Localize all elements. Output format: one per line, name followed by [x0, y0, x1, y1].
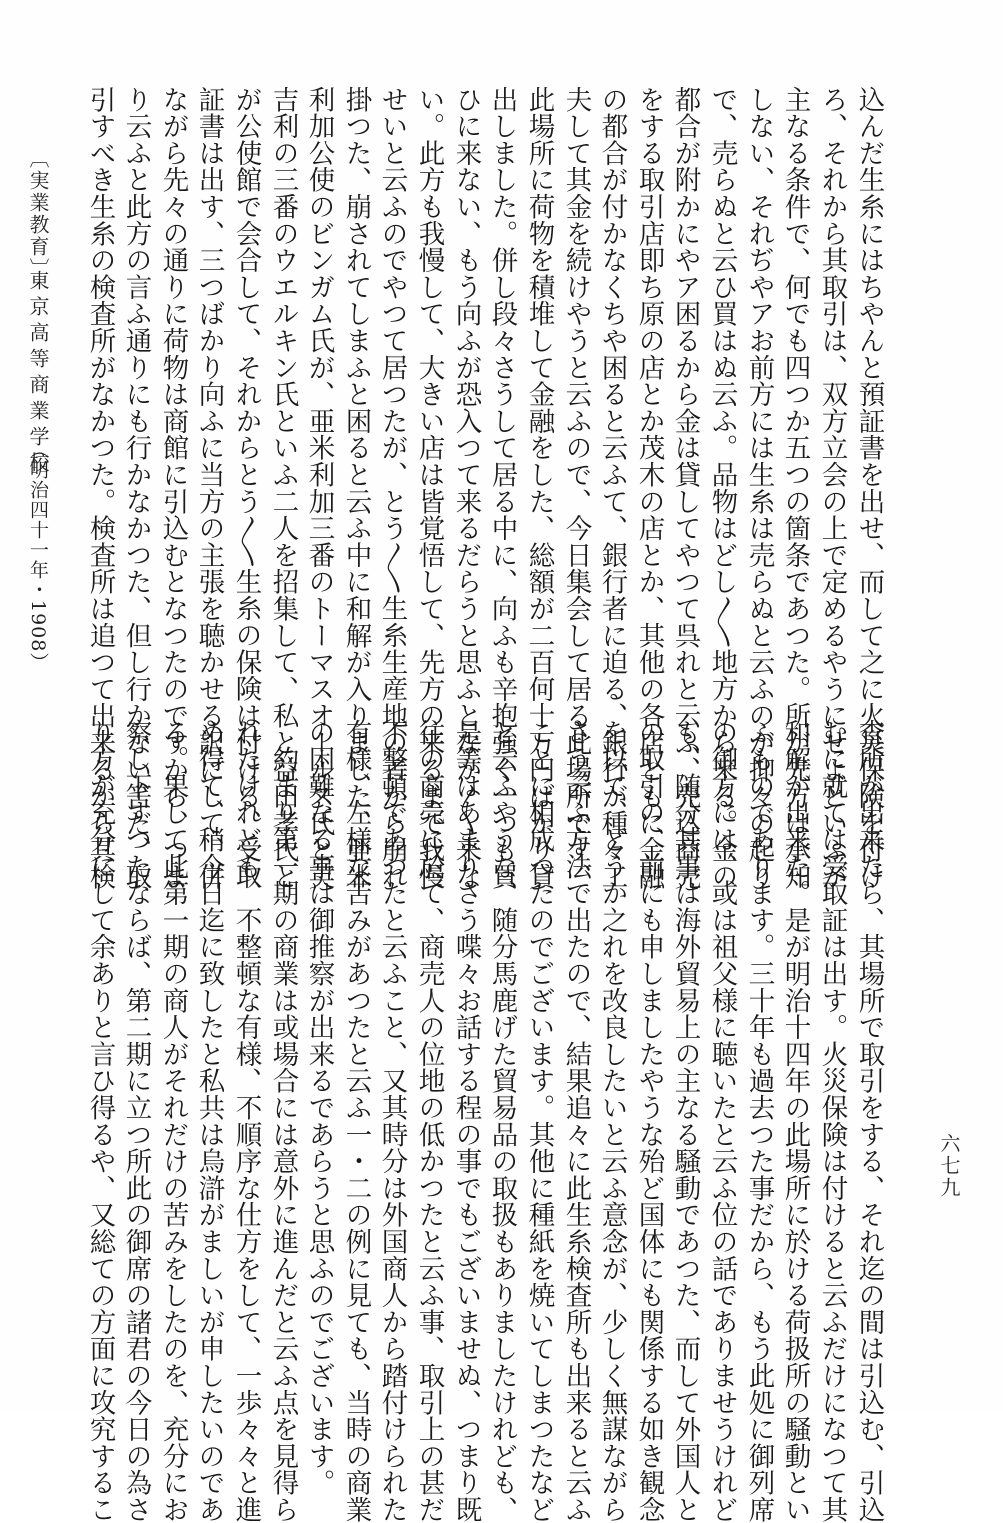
text-column: ことに相成つたのでございます。其他に種紙を焼いてしまつたなど	[523, 719, 555, 1523]
text-column: 察し下すつたならば、第二期に立つ所此の御席の諸君の今日の為さ	[120, 719, 152, 1523]
text-column: の都合が付かなくちや困ると云ふて、銀行者に迫る、銀行が種々工	[596, 86, 628, 890]
series-label: 〔実業教育〕	[26, 148, 50, 280]
school-name: 東京高等商業学校	[26, 270, 50, 478]
publication-date: （明治四十一年・1908）	[27, 440, 49, 673]
text-column: ふものであります。三十年も過去つた事だから、もう此処に御列席	[743, 719, 775, 1523]
text-column: さう云ふ方法で出たので、結果追々に此生糸検査所も出来ると云ふ	[560, 719, 592, 1523]
text-column: ながら先々の通りに荷物は商館に引込むとなつたのですから、つま	[157, 86, 189, 890]
page-number: 六七九	[937, 1133, 961, 1199]
text-column: ろ、それから其取引は、双方立会の上で定めるやうにせよといふが	[816, 86, 848, 890]
text-column: 夫して其金を続けやうと云ふので、今日集会して居る此場所です、	[560, 86, 592, 890]
text-column: 掛つた、崩されてしまふと困ると云ふ中に和解が入りました、亜米	[340, 86, 372, 890]
text-column: 査所が出来たら、其場所で取引をする、それ迄の間は引込む、引込	[853, 719, 885, 1523]
text-column: 出しました。併し段々さうして居る中に、向ふも辛抱強く一つも買	[486, 86, 518, 890]
text-column: り方が充分にして余ありと言ひ得るや、又総ての方面に攻究するこ	[84, 719, 116, 1523]
text-column: 往の商売に於て、商売人の位地の低かつたと云ふ事、取引上の甚だ	[413, 719, 445, 1523]
text-column: しない、それぢやアお前方には生糸は売らぬと云ふのが抑々の起り	[743, 86, 775, 890]
text-column: をする取引店即ち原の店とか茂木の店とか、其他の各店ともに金融	[633, 86, 665, 890]
text-column: 是等はあまりさう喋々お話する程の事でもございませぬ、つまり既	[450, 719, 482, 1523]
text-column: 込んだ生糸にはちやんと預証書を出せ、而して之に火災保険を付け	[853, 86, 885, 890]
text-column: の困難なる事は御推察が出来るであらうと思ふのでございます。	[303, 719, 335, 1497]
text-column: ひに来ない、もう向ふが恐入つて来るだらうと思ふとなか〳〵来な	[450, 86, 482, 890]
text-column: り云ふと此方の言ふ通りにも行かなかつた、但し行かない筈だ、取	[120, 86, 152, 890]
text-column: 不整頓であつたと云ふこと、又其時分は外国商人から踏付けられた	[376, 719, 408, 1523]
text-column: 此場所に荷物を積堆して金融をした、総額が二百何十万円ばかり貸	[523, 86, 555, 890]
text-column: 吉利の三番のウエルキン氏といふ二人を招集して、私と益田孝氏と	[267, 86, 299, 890]
text-column: 約まり第一期の商業は或場合には意外に進んだと云ふ点を見得ら	[267, 719, 299, 1523]
text-column: め得て、稍今日迄に致したと私共は烏滸がましいが申したいのであ	[193, 719, 225, 1523]
text-column: せいと云ふのでやつて居つたが、とう〳〵生糸生産地の者から崩れ	[376, 86, 408, 890]
text-column: で、売らぬと云ひ買はぬ云ふ。品物はどし〳〵地方から来る。金の	[706, 86, 738, 890]
text-column: 証書は出す、三つばかり向ふに当方の主張を聴かせる訳にして、併	[193, 86, 225, 890]
text-column: が公使館で会合して、それからとう〳〵生糸の保険は付ける、受取	[230, 86, 262, 890]
text-column: 引すべき生糸の検査所がなかつた。検査所は追つて出来るから其検	[84, 86, 116, 890]
text-column: 和解が出来た。是が明治十四年の此場所に於ける荷扱所の騒動とい	[779, 719, 811, 1523]
text-column: る。果して此第一期の商人がそれだけの苦みをしたのを、充分にお	[157, 719, 189, 1523]
text-column: い。此方も我慢して、大きい店は皆覚悟して、先方の来るまで我慢	[413, 86, 445, 890]
text-column: 利加公使のビンガム氏が、亜米利加三番のトーマスオールス氏と英	[303, 86, 335, 890]
text-column: も、随分其事は海外貿易上の主なる騒動であつた、而して外国人と	[669, 719, 701, 1523]
text-column: れたけれども、不整頓な有様、不順序な仕方をして、一歩々々と進	[230, 719, 262, 1523]
text-column: むに就ては受取証は出す。火災保険は付けると云ふだけになつて其	[816, 719, 848, 1523]
text-column: の御方には、或は祖父様に聴いたと云ふ位の話でありませうけれど	[706, 719, 738, 1523]
text-column: と云ふやうな、随分馬鹿げた貿易品の取扱もありましたけれども、	[486, 719, 518, 1523]
text-column: の取引の、前にも申しましたやうな殆ど国体にも関係する如き観念	[633, 719, 665, 1523]
text-column: 有様、左様な苦みがあつたと云ふ一・二の例に見ても、当時の商業	[340, 719, 372, 1523]
text-column: を以て、どうか之れを改良したいと云ふ意念が、少しく無謀ながら	[596, 719, 628, 1523]
text-column: 都合が附かにやア困るから金は貸してやつて呉れと云ふ、売込商売	[669, 86, 701, 890]
text-column: 主なる条件で、何でも四つか五つの箇条であつた。所が先方は承知	[779, 86, 811, 890]
